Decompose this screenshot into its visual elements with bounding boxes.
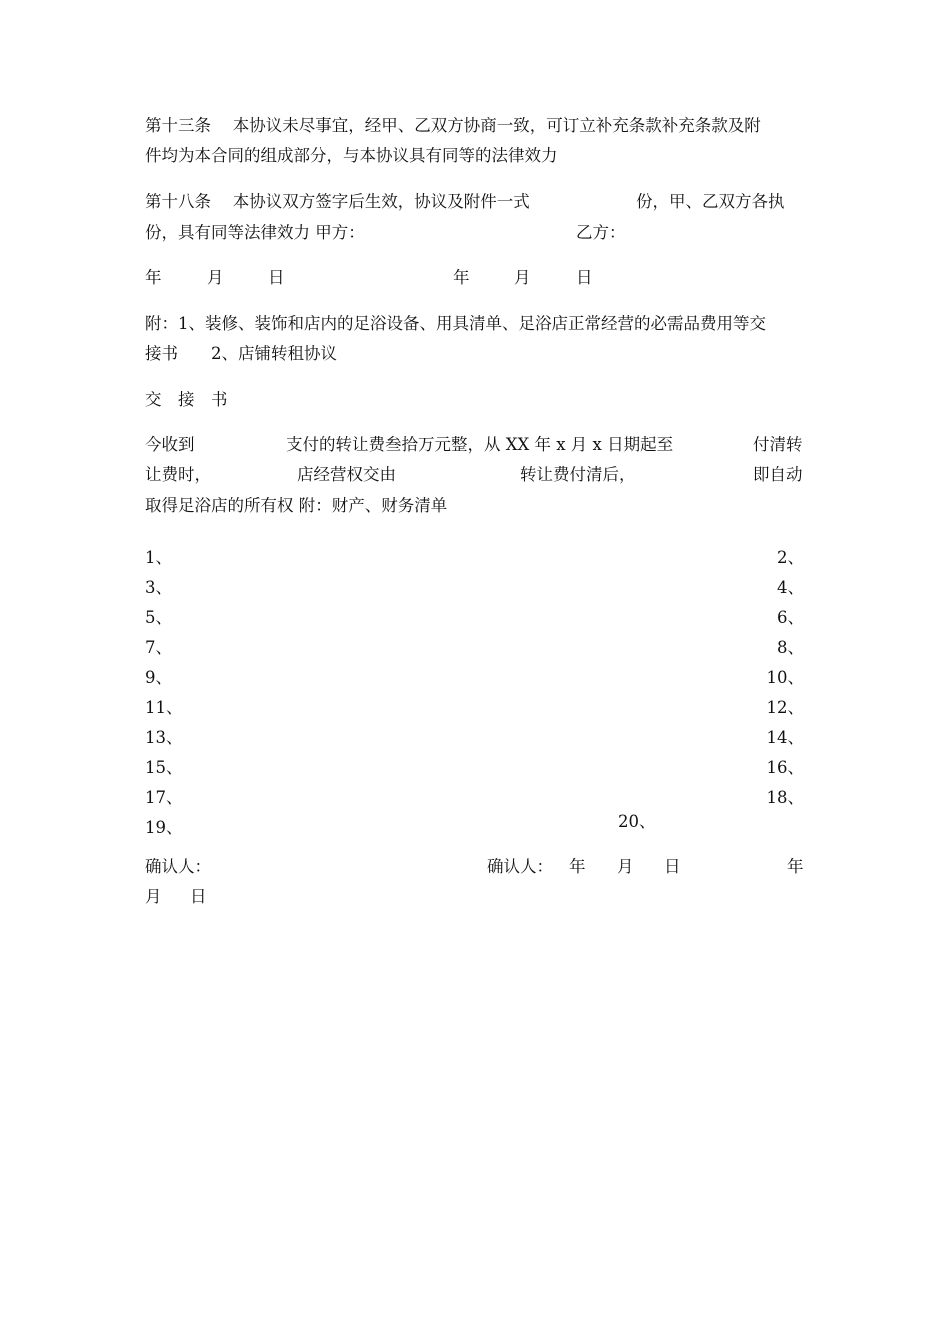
inventory-item-right: 4、 — [777, 578, 804, 597]
article13-line1: 第十三条 本协议未尽事宜，经甲、乙双方协商一致，可订立补充条款补充条款及附 — [145, 116, 761, 135]
attachments-line2: 接书 2、店铺转租协议 — [145, 344, 337, 363]
inventory-item-right: 12、 — [766, 698, 804, 717]
date-right-month: 月 — [514, 268, 531, 287]
date-left-day: 日 — [268, 268, 285, 287]
article18-line1b: 份，甲、乙双方各执 — [636, 192, 785, 211]
confirm-right-label: 确认人： — [487, 857, 553, 876]
inventory-item-right: 6、 — [777, 608, 804, 627]
confirm-month-1: 月 — [617, 857, 634, 876]
article18-line1a: 第十八条 本协议双方签字后生效，协议及附件一式 — [145, 192, 530, 211]
inventory-item-left: 3、 — [145, 578, 172, 597]
date-right-year: 年 — [453, 268, 470, 287]
receipt-line2d: 即自动 — [753, 465, 803, 484]
inventory-item-left: 19、 — [145, 818, 183, 837]
inventory-item-left: 15、 — [145, 758, 183, 777]
date-right-day: 日 — [576, 268, 593, 287]
confirm-day-1: 日 — [664, 857, 681, 876]
inventory-item-left: 13、 — [145, 728, 183, 747]
confirm-year-2: 年 — [787, 857, 804, 876]
receipt-line3: 取得足浴店的所有权 附：财产、财务清单 — [145, 496, 448, 515]
inventory-item-left: 5、 — [145, 608, 172, 627]
date-left-month: 月 — [207, 268, 224, 287]
attachments-line1: 附：1、装修、装饰和店内的足浴设备、用具清单、足浴店正常经营的必需品费用等交 — [145, 314, 766, 333]
receipt-line1b: 支付的转让费叁拾万元整，从 XX 年 x 月 x 日期起至 — [286, 435, 674, 454]
inventory-item-left: 1、 — [145, 548, 172, 567]
confirm-day-2: 日 — [190, 887, 207, 906]
inventory-item-right: 14、 — [766, 728, 804, 747]
inventory-item-right: 8、 — [777, 638, 804, 657]
inventory-item-right: 16、 — [766, 758, 804, 777]
date-left-year: 年 — [145, 268, 162, 287]
confirm-year-1: 年 — [569, 857, 586, 876]
article18-line2a: 份，具有同等法律效力 甲方： — [145, 223, 365, 242]
article13-line2: 件均为本合同的组成部分，与本协议具有同等的法律效力 — [145, 146, 558, 165]
receipt-line2b: 店经营权交由 — [297, 465, 396, 484]
receipt-line2a: 让费时， — [145, 465, 211, 484]
inventory-item-right: 20、 — [618, 812, 656, 831]
inventory-item-left: 11、 — [145, 698, 183, 717]
inventory-item-right: 2、 — [777, 548, 804, 567]
inventory-item-left: 17、 — [145, 788, 183, 807]
inventory-item-right: 18、 — [766, 788, 804, 807]
receipt-line2c: 转让费付清后， — [520, 465, 636, 484]
receipt-line1c: 付清转 — [753, 435, 803, 454]
handover-title: 交 接 书 — [145, 390, 228, 409]
confirm-month-2: 月 — [145, 887, 162, 906]
inventory-item-left: 9、 — [145, 668, 172, 687]
inventory-item-right: 10、 — [766, 668, 804, 687]
article18-line2b: 乙方： — [576, 223, 626, 242]
confirm-left-label: 确认人： — [145, 857, 211, 876]
inventory-item-left: 7、 — [145, 638, 172, 657]
receipt-line1a: 今收到 — [145, 435, 195, 454]
